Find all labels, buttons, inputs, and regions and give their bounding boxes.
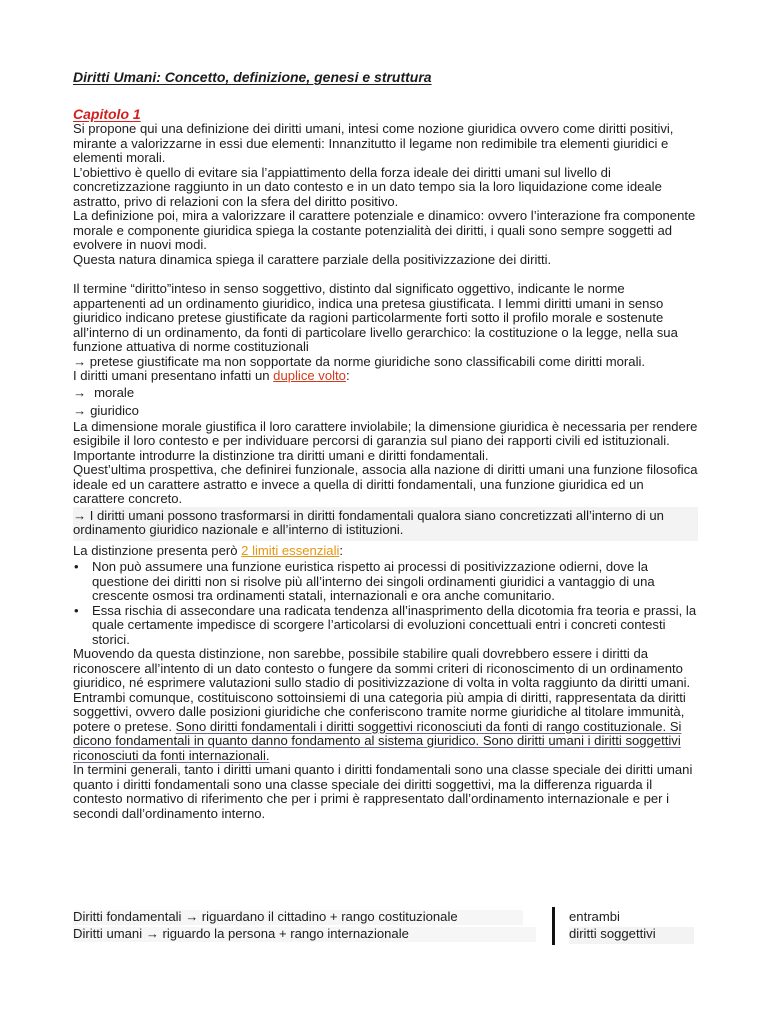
highlighted-definition: Sono diritti fondamentali i diritti soggettivi riconosciuti da fonti di rango costituzionale. Si dicono fondamentali in quanto danno fondamento al sistema giuridico. Sono diritti umani i diritti soggettivi riconosciuti da fonti internazionali. [73, 718, 682, 763]
dimension-paragraph-1: La dimensione morale giustifica il loro carattere inviolabile; la dimensione giuridica è necessaria per rendere esigibile il loro contesto e per individuare percorsi di garanzia sul piano dei rapporti civili ed istituzionali. [73, 418, 698, 448]
arrow-right-icon: → [73, 384, 87, 400]
trasformarsi-arrow-note: → I diritti umani possono trasformarsi in diritti fondamentali qualora siano concretizzati all’interno di un ordinamento giuridico nazionale e all’interno di istituzioni. [73, 507, 698, 541]
duplice-volto-link[interactable]: duplice volto [273, 368, 346, 383]
intro-paragraph-1: Si propone qui una definizione dei diritti umani, intesi come nozione giuridica ovvero come diritti positivi, mirante a valorizzarne in essi due elementi: Innanzitutto il legame non redimibile tra elementi giuridici e elementi morali. [73, 121, 674, 165]
dimension-paragraph-3: Quest’ultima prospettiva, che definirei funzionale, associa alla nazione di diritti umani una funzione filosofica ideale ed un carattere astratto e invece a quella di diritti fondamentali, una funzione giuridica ed un carattere concreto. [73, 462, 698, 506]
dimension-item-morale [73, 384, 698, 402]
vertical-divider [552, 907, 555, 945]
arrow-right-icon: → [73, 402, 87, 418]
limits-list [73, 560, 698, 647]
summary-common [569, 910, 694, 944]
entrambi-text: Entrambi comunque, costituiscono sottoinsiemi di una categoria più ampia di diritti, rappresentata da diritti soggettivi, ovvero dalle posizioni giuridiche che conferiscono tramite norme giuridiche al titolare immunità, potere o pretese. [73, 689, 686, 734]
dimension-label: giuridico [90, 402, 139, 418]
dimension-item-giuridico [73, 402, 698, 420]
chapter-heading: Capitolo 1 [73, 106, 141, 122]
summary-common-label: entrambi [569, 909, 620, 924]
limiti-prefix: La distinzione presenta però [73, 542, 242, 558]
list-item: • Essa rischia di assecondare una radicata tendenza all’inasprimento della dicotomia fra teoria e prassi, la quale certamente impedisce di scorgere l’articolarsi di evoluzioni concettuali entri i concreti contesti storici. [73, 604, 698, 648]
generali-paragraph: In termini generali, tanto i diritti umani quanto i diritti fondamentali sono una classe speciale dei diritti umani quanto i diritti fondamentali sono una classe speciale dei diritti soggettivi, ma la differenza riguarda il contesto normativo di riferimento che per i primi è rappresentato dall’ordinamento internazionale e per i secondi dall’ordinamento interno. [73, 762, 693, 821]
summary-table [73, 910, 703, 946]
paragraph-gap [73, 267, 698, 282]
duplice-suffix: : [345, 368, 350, 383]
intro-paragraph-3: La definizione poi, mira a valorizzare il carattere potenziale e dinamico: ovvero l’interazione fra componente morale e componente giuridica spiega la costante potenzialità dei diritti, i quali sono sempre soggetti ad evolvere in nuovi modi. [73, 208, 696, 252]
intro-paragraph-4: Questa natura dinamica spiega il carattere parziale della positivizzazione dei diritti. [73, 251, 552, 267]
document-body [73, 122, 698, 821]
list-item: • Non può assumere una funzione euristica rispetto ai processi di positivizzazione odierni, dove la questione dei diritti non si risolve più all’interno dei singoli ordinamenti giuridici a vantaggio di una crescente osmosi tra ordinamenti statali, internazionali e ora anche comunitario. [73, 560, 698, 604]
dimension-label: morale [94, 384, 135, 400]
term-paragraph: Il termine “diritto”inteso in senso soggettivo, distinto dal significato oggettivo, indicante le norme appartenenti ad un ordinamento giuridico, indica una pretesa giustificata. I lemmi diritti umani in senso giuridico indicano pretese giustificate da ragioni particolarmente forti sotto il profilo morale e sostenute all’interno di un ordinamento, da fonti di particolare livello gerarchico: la costituzione o la legge, nella sua funzione attuativa di norme costituzionali [73, 281, 678, 354]
summary-row-fondamentali: Diritti fondamentali → riguardano il cittadino + rango costituzionale [73, 910, 523, 925]
intro-paragraph-2: L’obiettivo è quello di evitare sia l’appiattimento della forza ideale dei diritti umani sul livello di concretizzazione raggiunto in un dato contesto e in un dato tempo sia la loro liquidazione come ideale astratto, privo di relazioni con la sfera del diritto positivo. [73, 164, 662, 209]
duplice-prefix: I diritti umani presentano infatti un [73, 368, 274, 383]
pretese-arrow-note: → pretese giustificate ma non sopportate da norme giuridiche sono classificabili come diritti morali. [73, 353, 646, 369]
entrambi-paragraph [73, 691, 698, 764]
limiti-line [73, 541, 698, 561]
dimension-paragraph-2: Importante introdurre la distinzione tra diritti umani e diritti fondamentali. [73, 447, 489, 463]
limiti-essenziali-link[interactable]: 2 limiti essenziali [241, 542, 340, 558]
document-title: Diritti Umani: Concetto, definizione, genesi e struttura [73, 69, 432, 85]
summary-row-umani: Diritti umani → riguardo la persona + rango internazionale [73, 927, 536, 942]
summary-common-value: diritti soggettivi [569, 927, 694, 944]
limiti-suffix: : [339, 542, 344, 558]
duplice-line [73, 369, 698, 384]
muovendo-paragraph: Muovendo da questa distinzione, non sarebbe, possibile stabilire quali dovrebbero essere i diritti da riconoscere all’intento di un dato contesto o fungere da sommi criteri di riconoscimento di un ordinamento giuridico, né esprimere valutazioni sullo stadio di positivizzazione di volta in volta raggiunto da diritti umani. [73, 646, 691, 690]
